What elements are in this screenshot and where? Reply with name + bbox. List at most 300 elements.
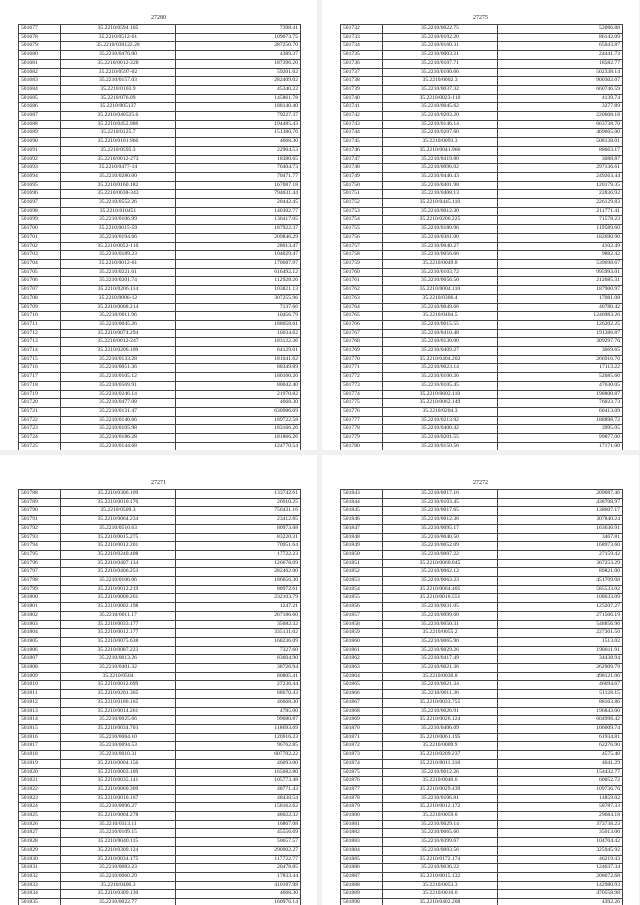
record-id-cell: 501753: [341, 207, 383, 216]
record-id-cell: 501683: [19, 77, 61, 86]
amount-cell: 3088.87: [497, 155, 622, 164]
amount-cell: 451709.08: [497, 577, 622, 586]
amount-cell: 119589.60: [497, 225, 622, 234]
table-row: [19, 681, 301, 690]
amount-cell: 47630.05: [497, 381, 622, 390]
record-id-cell: 501737: [341, 68, 383, 77]
amount-cell: 22904.53: [175, 146, 300, 155]
reference-cell: 35.2210/0309.124: [61, 846, 176, 855]
amount-cell: 16867.08: [175, 820, 300, 829]
record-id-cell: 501882: [341, 829, 383, 838]
table-row: [341, 655, 623, 664]
reference-cell: 35.2210/0029.26: [383, 646, 498, 655]
reference-cell: 35.2210/0026.124: [383, 716, 498, 725]
amount-cell: 79227.37: [175, 112, 300, 121]
record-id-cell: 501763: [341, 294, 383, 303]
record-id-cell: 501735: [341, 51, 383, 60]
table-row: [341, 373, 623, 382]
reference-cell: 35.2210/0012.219: [61, 585, 176, 594]
table-row: [341, 42, 623, 51]
table-row: [341, 777, 623, 786]
amount-cell: 271506.19: [497, 611, 622, 620]
amount-cell: 27236.44: [175, 681, 300, 690]
record-id-cell: 501826: [19, 820, 61, 829]
reference-cell: 35.2210/0595.3: [61, 146, 176, 155]
record-id-cell: 501887: [341, 872, 383, 881]
table-row: [341, 77, 623, 86]
table-row: [19, 242, 301, 251]
reference-cell: 35.2210/0106.81: [383, 794, 498, 803]
reference-cell: 35.2210/0109.15: [61, 829, 176, 838]
amount-cell: 124770.54: [175, 442, 300, 450]
reference-cell: 35.2210/0401.32: [61, 664, 176, 673]
amount-cell: 104704.42: [497, 838, 622, 847]
table-row: [341, 620, 623, 629]
amount-cell: 65043.87: [497, 42, 622, 51]
amount-cell: 99680.87: [175, 716, 300, 725]
record-id-cell: 501858: [341, 620, 383, 629]
record-id-cell: 501703: [19, 251, 61, 260]
reference-cell: 35.2210/0510.63: [61, 524, 176, 533]
table-row: [341, 381, 623, 390]
amount-cell: 282462.00: [175, 568, 300, 577]
table-row: [19, 620, 301, 629]
reference-cell: 35.2210/0003.56: [383, 846, 498, 855]
amount-cell: 80973.68: [175, 524, 300, 533]
table-row: [19, 312, 301, 321]
amount-cell: 335131.02: [175, 629, 300, 638]
reference-cell: 35.2210/0064.405: [383, 585, 498, 594]
record-id-cell: 501864: [341, 672, 383, 681]
table-row: [19, 33, 301, 42]
table-row: [19, 690, 301, 699]
reference-cell: 35.2210/0017.16: [383, 490, 498, 499]
table-row: [341, 846, 623, 855]
reference-cell: 35.2210/0408.13: [383, 190, 498, 199]
table-row: [341, 120, 623, 129]
amount-cell: 46093.00: [175, 759, 300, 768]
amount-cell: 168973.60: [497, 542, 622, 551]
reference-cell: 35.2210/0594 105: [61, 25, 176, 34]
record-id-cell: 501700: [19, 225, 61, 234]
reference-cell: 35.2210/0157.03: [61, 77, 176, 86]
amount-cell: 187396.20: [175, 59, 300, 68]
record-id-cell: 501823: [19, 794, 61, 803]
amount-cell: 266916.70: [497, 355, 622, 364]
amount-cell: 14859.02: [497, 794, 622, 803]
amount-cell: 46694.67: [497, 681, 622, 690]
table-row: [19, 373, 301, 382]
reference-cell: 35.2210/030122.28: [61, 42, 176, 51]
table-row: [341, 690, 623, 699]
record-id-cell: 501798: [19, 577, 61, 586]
amount-cell: 194485.43: [175, 120, 300, 129]
reference-cell: 35.2210/0094.53: [61, 742, 176, 751]
record-id-cell: 501754: [341, 216, 383, 225]
reference-cell: 35.2210/0030.8: [383, 672, 498, 681]
amount-cell: 52685.60: [497, 373, 622, 382]
table-row: [19, 286, 301, 295]
reference-cell: 35.2210/0064.234: [61, 516, 176, 525]
table-row: [341, 146, 623, 155]
table-row: [341, 872, 623, 881]
table-row: [341, 390, 623, 399]
table-row: [341, 216, 623, 225]
table-row: [341, 199, 623, 208]
reference-cell: 35.2210/0131.47: [61, 407, 176, 416]
amount-cell: 4392.26: [497, 899, 622, 905]
reference-cell: 35.2210/0201.55: [383, 434, 498, 443]
record-id-cell: 501818: [19, 751, 61, 760]
amount-cell: 616492.12: [175, 268, 300, 277]
amount-cell: 109736.76: [497, 785, 622, 794]
amount-cell: 307255.96: [175, 294, 300, 303]
reference-cell: 35.2210/0569.91: [61, 381, 176, 390]
record-id-cell: 501747: [341, 155, 383, 164]
record-id-cell: 501889: [341, 890, 383, 899]
record-id-cell: 501873: [341, 751, 383, 760]
record-id-cell: 501686: [19, 103, 61, 112]
table-row: [341, 33, 623, 42]
record-id-cell: 501750: [341, 181, 383, 190]
table-row: [19, 820, 301, 829]
record-id-cell: 501767: [341, 329, 383, 338]
reference-cell: 35.2210/0084.10: [61, 733, 176, 742]
reference-cell: 35.2210/0026.91: [383, 707, 498, 716]
table-row: [341, 507, 623, 516]
amount-cell: 20478.85: [175, 864, 300, 873]
record-id-cell: 501684: [19, 85, 61, 94]
table-row: [19, 838, 301, 847]
reference-cell: 35.2210/0040.6: [383, 777, 498, 786]
table-row: [19, 112, 301, 121]
amount-cell: 188898.72: [497, 416, 622, 425]
table-row: [341, 242, 623, 251]
record-id-cell: 501677: [19, 25, 61, 34]
table-row: [19, 416, 301, 425]
amount-cell: 208072.68: [497, 872, 622, 881]
reference-cell: 35.2210/0452.986: [61, 120, 176, 129]
amount-cell: 469665.00: [497, 129, 622, 138]
amount-cell: 17833.44: [175, 872, 300, 881]
record-id-cell: 501690: [19, 138, 61, 147]
record-id-cell: 501888: [341, 881, 383, 890]
record-id-cell: 501745: [341, 138, 383, 147]
table-row: [19, 533, 301, 542]
record-id-cell: 501856: [341, 603, 383, 612]
ledger-table: [340, 24, 623, 450]
record-id-cell: 501863: [341, 664, 383, 673]
record-id-cell: 501806: [19, 646, 61, 655]
record-id-cell: 501770: [341, 355, 383, 364]
amount-cell: 34438.94: [497, 655, 622, 664]
record-id-cell: 501760: [341, 268, 383, 277]
reference-cell: 35.2210/0504: [61, 672, 176, 681]
reference-cell: 35.2210/0010.31: [61, 751, 176, 760]
amount-cell: 900302.07: [497, 77, 622, 86]
table-row: [341, 498, 623, 507]
record-id-cell: 501844: [341, 498, 383, 507]
table-row: [19, 233, 301, 242]
reference-cell: 35.2210/0074.294: [61, 329, 176, 338]
amount-cell: 61934.81: [497, 733, 622, 742]
table-row: [341, 277, 623, 286]
amount-cell: 18380.65: [175, 155, 300, 164]
table-row: [341, 155, 623, 164]
table-row: [341, 785, 623, 794]
reference-cell: 35.2210/0060.29: [61, 872, 176, 881]
reference-cell: 35.2210/0206.114: [61, 286, 176, 295]
reference-cell: 35.2210/0096.27: [61, 803, 176, 812]
record-id-cell: 501772: [341, 373, 383, 382]
table-row: [19, 129, 301, 138]
table-row: [19, 803, 301, 812]
amount-cell: 539698.67: [497, 259, 622, 268]
table-row: [341, 751, 623, 760]
table-row: [19, 707, 301, 716]
amount-cell: 220608.18: [497, 112, 622, 121]
table-row: [19, 507, 301, 516]
amount-cell: 126678.09: [175, 559, 300, 568]
table-row: [19, 77, 301, 86]
table-row: [341, 820, 623, 829]
amount-cell: 35682.32: [175, 620, 300, 629]
amount-cell: 133742.61: [175, 490, 300, 499]
table-row: [341, 768, 623, 777]
table-row: [341, 416, 623, 425]
record-id-cell: 501795: [19, 550, 61, 559]
amount-cell: 630986.69: [175, 407, 300, 416]
record-id-cell: 501810: [19, 681, 61, 690]
reference-cell: 35.2210/0399.67: [383, 838, 498, 847]
table-row: [19, 568, 301, 577]
amount-cell: 151380.76: [175, 129, 300, 138]
amount-cell: 163636.91: [497, 524, 622, 533]
table-row: [341, 51, 623, 60]
table-row: [19, 716, 301, 725]
reference-cell: 35.2210/0051.36: [61, 364, 176, 373]
record-id-cell: 501693: [19, 164, 61, 173]
amount-cell: 7137.66: [175, 303, 300, 312]
amount-cell: 4139.74: [497, 94, 622, 103]
amount-cell: 50657.57: [175, 838, 300, 847]
table-row: [19, 338, 301, 347]
amount-cell: 282409.02: [175, 77, 300, 86]
amount-cell: 58787.33: [497, 803, 622, 812]
reference-cell: 35.2210/0083.23: [61, 864, 176, 873]
amount-cell: 16034.62: [175, 329, 300, 338]
reference-cell: 35.2210/0049.66: [383, 303, 498, 312]
table-row: [19, 899, 301, 905]
reference-cell: 35.2210/0062.149: [383, 399, 498, 408]
amount-cell: 83604.90: [175, 655, 300, 664]
record-id-cell: 501679: [19, 42, 61, 51]
reference-cell: 35.2210/0402.208: [383, 899, 498, 905]
amount-cell: 70951.64: [175, 542, 300, 551]
record-id-cell: 501721: [19, 407, 61, 416]
table-row: [19, 268, 301, 277]
amount-cell: 794031.44: [175, 190, 300, 199]
amount-cell: 35013.00: [497, 829, 622, 838]
table-row: [19, 812, 301, 821]
amount-cell: 117722.77: [175, 855, 300, 864]
amount-cell: 1513.02: [497, 637, 622, 646]
reference-cell: 35.2210/0065.90: [383, 637, 498, 646]
record-id-cell: 501780: [341, 442, 383, 450]
record-id-cell: 501855: [341, 594, 383, 603]
amount-cell: 267186.60: [175, 611, 300, 620]
reference-cell: 35.2210/0476.00: [61, 51, 176, 60]
table-row: [341, 742, 623, 751]
record-id-cell: 501874: [341, 759, 383, 768]
amount-cell: 181041.62: [175, 355, 300, 364]
table-row: [19, 164, 301, 173]
table-row: [341, 577, 623, 586]
reference-cell: 35.2210/0125.7: [61, 129, 176, 138]
amount-cell: 29684.18: [497, 812, 622, 821]
amount-cell: 3467.81: [497, 533, 622, 542]
record-id-cell: 501764: [341, 303, 383, 312]
reference-cell: 35.2210/0065.66: [383, 829, 498, 838]
record-id-cell: 501715: [19, 355, 61, 364]
reference-cell: 35.2210/0055.2: [383, 629, 498, 638]
amount-cell: 663738.70: [497, 120, 622, 129]
table-row: [341, 251, 623, 260]
record-id-cell: 501879: [341, 803, 383, 812]
reference-cell: 35.2210/0013.26: [61, 655, 176, 664]
amount-cell: 17113.22: [497, 364, 622, 373]
amount-cell: 660746.59: [497, 85, 622, 94]
amount-cell: 4668.30: [175, 890, 300, 899]
record-id-cell: 501870: [341, 724, 383, 733]
amount-cell: 17722.23: [175, 550, 300, 559]
amount-cell: 76404.73: [175, 164, 300, 173]
reference-cell: 35.2210/0400.42: [383, 425, 498, 434]
record-id-cell: 501762: [341, 286, 383, 295]
amount-cell: 48438.54: [175, 794, 300, 803]
table-row: [19, 646, 301, 655]
reference-cell: 35.2210/0146.14: [383, 120, 498, 129]
record-id-cell: 501687: [19, 112, 61, 121]
record-id-cell: 501748: [341, 164, 383, 173]
reference-cell: 35.2210/0004.156: [61, 759, 176, 768]
table-row: [341, 129, 623, 138]
amount-cell: 585533.02: [497, 585, 622, 594]
record-id-cell: 501813: [19, 707, 61, 716]
amount-cell: 232103.79: [175, 594, 300, 603]
record-id-cell: 501868: [341, 707, 383, 716]
reference-cell: 35.2210/0056.50: [383, 277, 498, 286]
record-id-cell: 501886: [341, 864, 383, 873]
amount-cell: 88972.61: [175, 585, 300, 594]
record-id-cell: 501736: [341, 59, 383, 68]
reference-cell: 35.2210/0105.45: [383, 381, 498, 390]
table-row: [341, 594, 623, 603]
reference-cell: 35.2210/076.09: [61, 94, 176, 103]
reference-cell: 35.2210/0002.3: [383, 77, 498, 86]
record-id-cell: 501704: [19, 259, 61, 268]
record-id-cell: 501713: [19, 338, 61, 347]
record-id-cell: 501815: [19, 724, 61, 733]
document-page-4: [322, 455, 639, 905]
amount-cell: 309297.76: [497, 338, 622, 347]
reference-cell: 35.2210/0107.71: [383, 59, 498, 68]
reference-cell: 35.2210/0000.261: [61, 594, 176, 603]
table-row: [19, 794, 301, 803]
document-page-2: [322, 0, 639, 450]
record-id-cell: 501846: [341, 516, 383, 525]
amount-cell: 120179.35: [497, 181, 622, 190]
table-row: [341, 855, 623, 864]
record-id-cell: 501830: [19, 855, 61, 864]
amount-cell: 4102.49: [497, 242, 622, 251]
table-row: [341, 899, 623, 905]
reference-cell: 35.2210/0033.177: [61, 620, 176, 629]
reference-cell: 35.2210/0040.50: [383, 533, 498, 542]
document-page-3: [0, 455, 317, 905]
record-id-cell: 501744: [341, 129, 383, 138]
record-id-cell: 501816: [19, 733, 61, 742]
record-id-cell: 501682: [19, 68, 61, 77]
reference-cell: 35.2210/0194.66: [61, 233, 176, 242]
record-id-cell: 501861: [341, 646, 383, 655]
record-id-cell: 501797: [19, 568, 61, 577]
reference-cell: 35.2210/0009.9: [383, 742, 498, 751]
amount-cell: 183122.36: [175, 338, 300, 347]
amount-cell: 60052.72: [497, 777, 622, 786]
amount-cell: 170687.97: [175, 259, 300, 268]
record-id-cell: 501755: [341, 225, 383, 234]
reference-cell: 35.2210/0053.3: [383, 881, 498, 890]
amount-cell: 367253.29: [497, 559, 622, 568]
amount-cell: 48771.43: [175, 785, 300, 794]
record-id-cell: 501722: [19, 416, 61, 425]
table-row: [19, 329, 301, 338]
table-row: [19, 516, 301, 525]
record-id-cell: 501807: [19, 655, 61, 664]
table-row: [19, 542, 301, 551]
amount-cell: 109073.75: [175, 33, 300, 42]
reference-cell: 35.2210/0100.66: [383, 68, 498, 77]
table-row: [341, 559, 623, 568]
amount-cell: 498121.06: [497, 672, 622, 681]
amount-cell: 105773.48: [175, 777, 300, 786]
table-row: [19, 855, 301, 864]
reference-cell: 35.2210/0406.09: [383, 724, 498, 733]
table-row: [19, 611, 301, 620]
amount-cell: 198811.91: [497, 646, 622, 655]
record-id-cell: 501734: [341, 42, 383, 51]
amount-cell: 756431.16: [175, 507, 300, 516]
amount-cell: 325945.92: [497, 846, 622, 855]
amount-cell: 88163.86: [497, 698, 622, 707]
amount-cell: 99877.00: [497, 434, 622, 443]
record-id-cell: 501717: [19, 373, 61, 382]
reference-cell: 35.2210/0602.110: [383, 390, 498, 399]
reference-cell: 35.2210/0023.14: [383, 364, 498, 373]
amount-cell: 4668.30: [175, 138, 300, 147]
table-row: [341, 312, 623, 321]
record-id-cell: 501872: [341, 742, 383, 751]
reference-cell: 35.2210/0404.202: [383, 355, 498, 364]
reference-cell: 35.2210/0015-59: [61, 225, 176, 234]
record-id-cell: 501847: [341, 524, 383, 533]
document-page-1: [0, 0, 317, 450]
record-id-cell: 501707: [19, 286, 61, 295]
table-row: [19, 864, 301, 873]
record-id-cell: 501822: [19, 785, 61, 794]
reference-cell: 35.2210/0410.48: [383, 329, 498, 338]
